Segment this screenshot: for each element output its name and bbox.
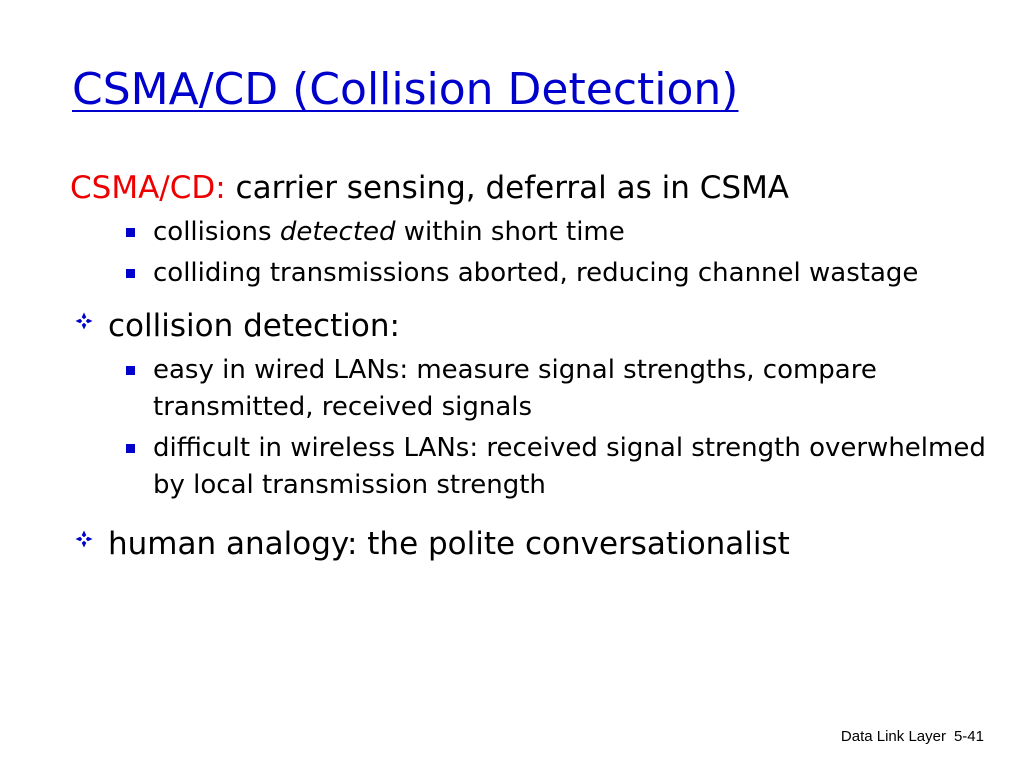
collision-detection-heading: [70, 304, 990, 348]
footer-page-number: 5-41: [953, 728, 984, 745]
intro-line: [70, 166, 990, 210]
subpoint-text-after: within short time: [395, 217, 625, 247]
heading-text: collision detection:: [108, 308, 400, 344]
slide-footer: [841, 728, 984, 745]
intro-subpoint-2: [70, 255, 990, 292]
analogy-text: human analogy: the polite conversationalist: [108, 526, 790, 562]
collision-subpoint-2: [70, 430, 990, 504]
subpoint-text: colliding transmissions aborted, reducing channel wastage: [153, 258, 919, 288]
diamond-4-petal-icon: [75, 312, 93, 330]
subpoint-text: difficult in wireless LANs: received signal strength overwhelmed by local transmission strength: [153, 433, 986, 500]
slide-title: CSMA/CD (Collision Detection): [72, 64, 739, 115]
subpoint-text-before: collisions: [153, 217, 280, 247]
square-bullet-icon: [126, 269, 135, 278]
diamond-4-petal-icon: [75, 530, 93, 548]
square-bullet-icon: [126, 444, 135, 453]
analogy-line: [70, 522, 990, 566]
intro-text: carrier sensing, deferral as in CSMA: [225, 170, 790, 206]
intro-subpoint-1: [70, 214, 990, 251]
subpoint-text: easy in wired LANs: measure signal strengths, compare transmitted, received signals: [153, 355, 877, 422]
footer-section: Data Link Layer: [840, 728, 946, 745]
slide-body: [70, 166, 990, 566]
square-bullet-icon: [126, 228, 135, 237]
square-bullet-icon: [126, 366, 135, 375]
collision-subpoint-1: [70, 352, 990, 426]
intro-label: CSMA/CD:: [70, 170, 226, 206]
subpoint-emphasis: detected: [279, 217, 396, 247]
